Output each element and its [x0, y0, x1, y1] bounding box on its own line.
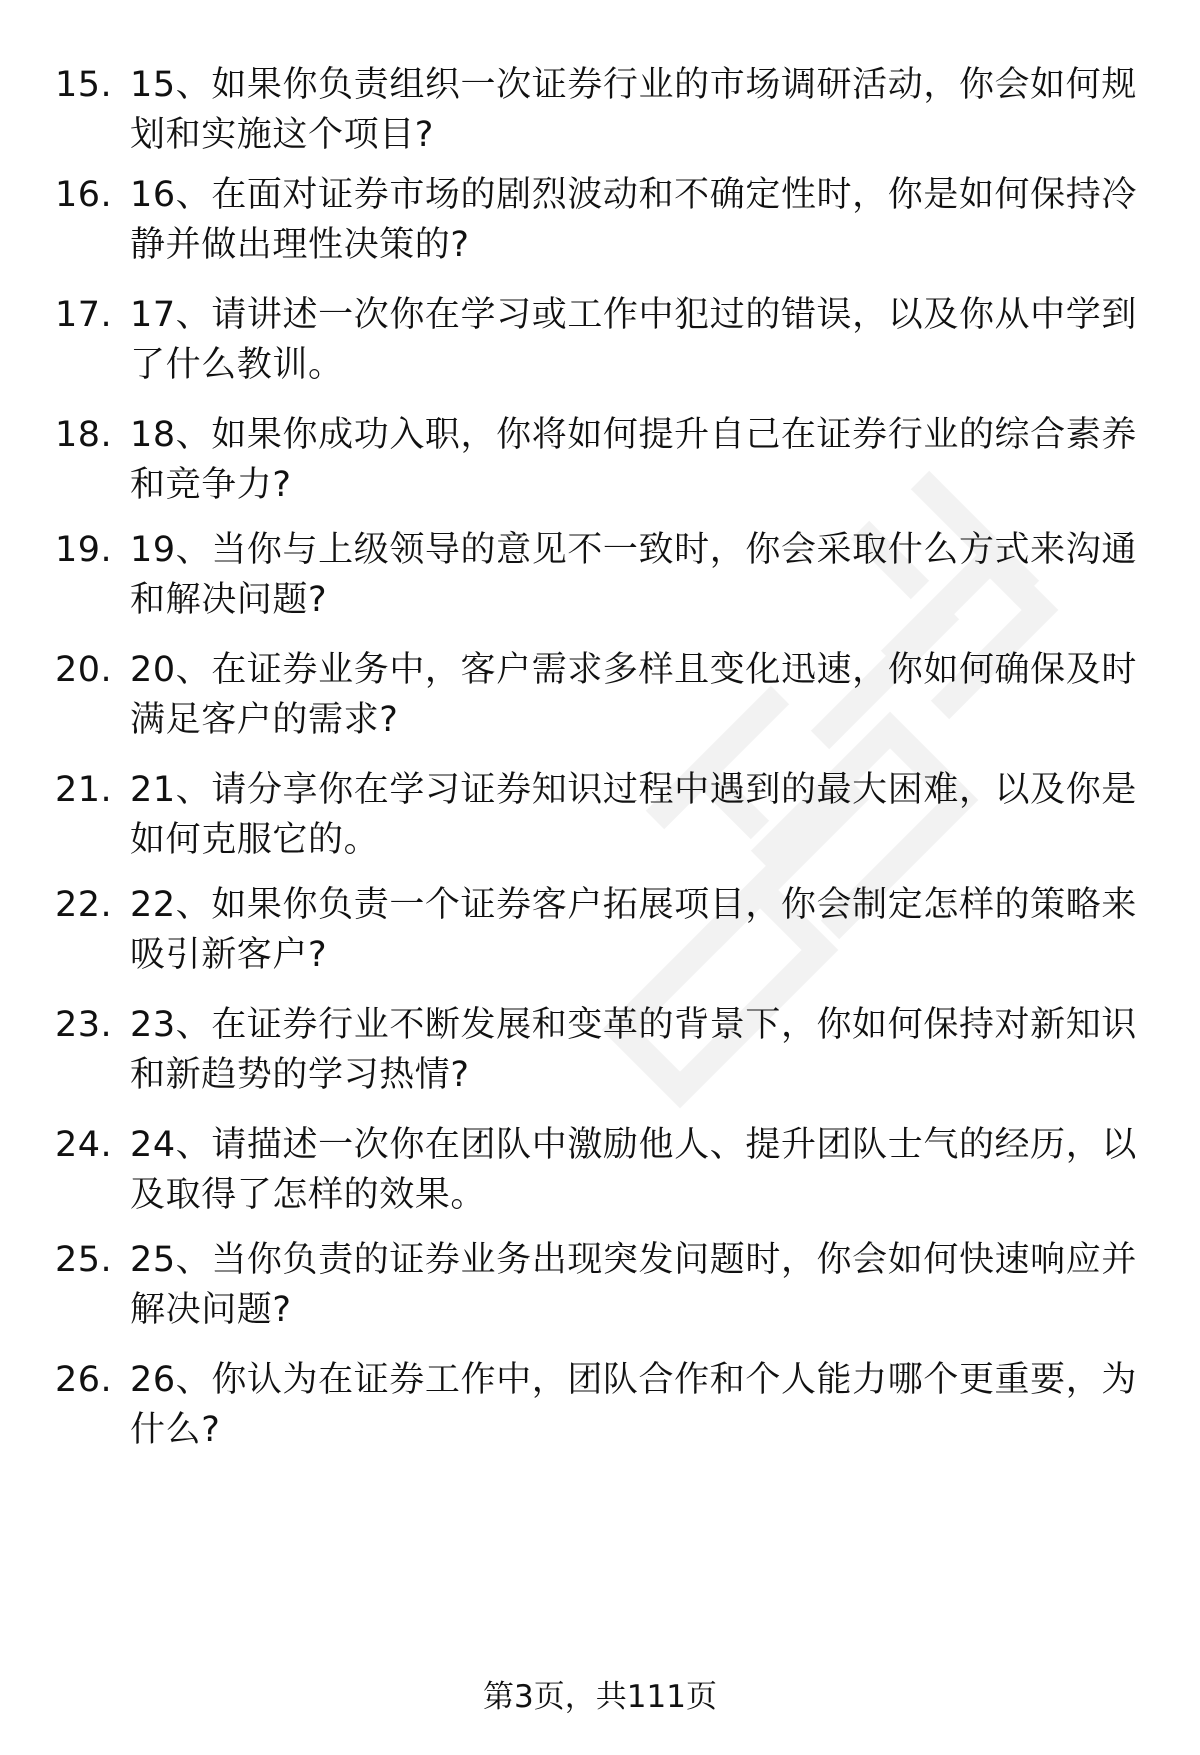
- question-item: [0, 1235, 1200, 1345]
- question-number: 24.: [55, 1125, 113, 1165]
- question-number: 26.: [55, 1360, 113, 1400]
- question-item: [0, 765, 1200, 875]
- question-item: [0, 290, 1200, 400]
- question-number: 16.: [55, 175, 113, 215]
- question-text: 21、请分享你在学习证券知识过程中遇到的最大困难，以及你是如何克服它的。: [130, 770, 1137, 860]
- question-item: [0, 880, 1200, 990]
- question-text: 19、当你与上级领导的意见不一致时，你会采取什么方式来沟通和解决问题?: [130, 530, 1137, 620]
- question-text: 18、如果你成功入职，你将如何提升自己在证券行业的综合素养和竞争力?: [130, 415, 1137, 505]
- question-item: [0, 170, 1200, 280]
- question-text: 25、当你负责的证券业务出现突发问题时，你会如何快速响应并解决问题?: [130, 1240, 1137, 1330]
- question-number: 23.: [55, 1005, 113, 1045]
- question-number: 22.: [55, 885, 113, 925]
- question-text: 24、请描述一次你在团队中激励他人、提升团队士气的经历，以及取得了怎样的效果。: [130, 1125, 1137, 1215]
- question-text: 23、在证券行业不断发展和变革的背景下，你如何保持对新知识和新趋势的学习热情?: [130, 1005, 1137, 1095]
- question-text: 15、如果你负责组织一次证券行业的市场调研活动，你会如何规划和实施这个项目?: [130, 65, 1137, 155]
- question-text: 22、如果你负责一个证券客户拓展项目，你会制定怎样的策略来吸引新客户?: [130, 885, 1137, 975]
- question-item: [0, 1355, 1200, 1465]
- question-number: 20.: [55, 650, 113, 690]
- page-number-footer: 第3页，共111页: [483, 1679, 717, 1715]
- question-number: 19.: [55, 530, 113, 570]
- question-item: [0, 410, 1200, 520]
- question-number: 17.: [55, 295, 113, 335]
- question-number: 15.: [55, 65, 113, 105]
- question-number: 18.: [55, 415, 113, 455]
- question-number: 21.: [55, 770, 113, 810]
- question-item: [0, 1000, 1200, 1110]
- question-text: 16、在面对证券市场的剧烈波动和不确定性时，你是如何保持冷静并做出理性决策的?: [130, 175, 1137, 265]
- question-item: [0, 645, 1200, 755]
- question-number: 25.: [55, 1240, 113, 1280]
- question-text: 20、在证券业务中，客户需求多样且变化迅速，你如何确保及时满足客户的需求?: [130, 650, 1137, 740]
- question-item: [0, 1120, 1200, 1230]
- question-text: 17、请讲述一次你在学习或工作中犯过的错误，以及你从中学到了什么教训。: [130, 295, 1137, 385]
- question-item: [0, 60, 1200, 170]
- question-item: [0, 525, 1200, 635]
- question-text: 26、你认为在证券工作中，团队合作和个人能力哪个更重要，为什么?: [130, 1360, 1137, 1450]
